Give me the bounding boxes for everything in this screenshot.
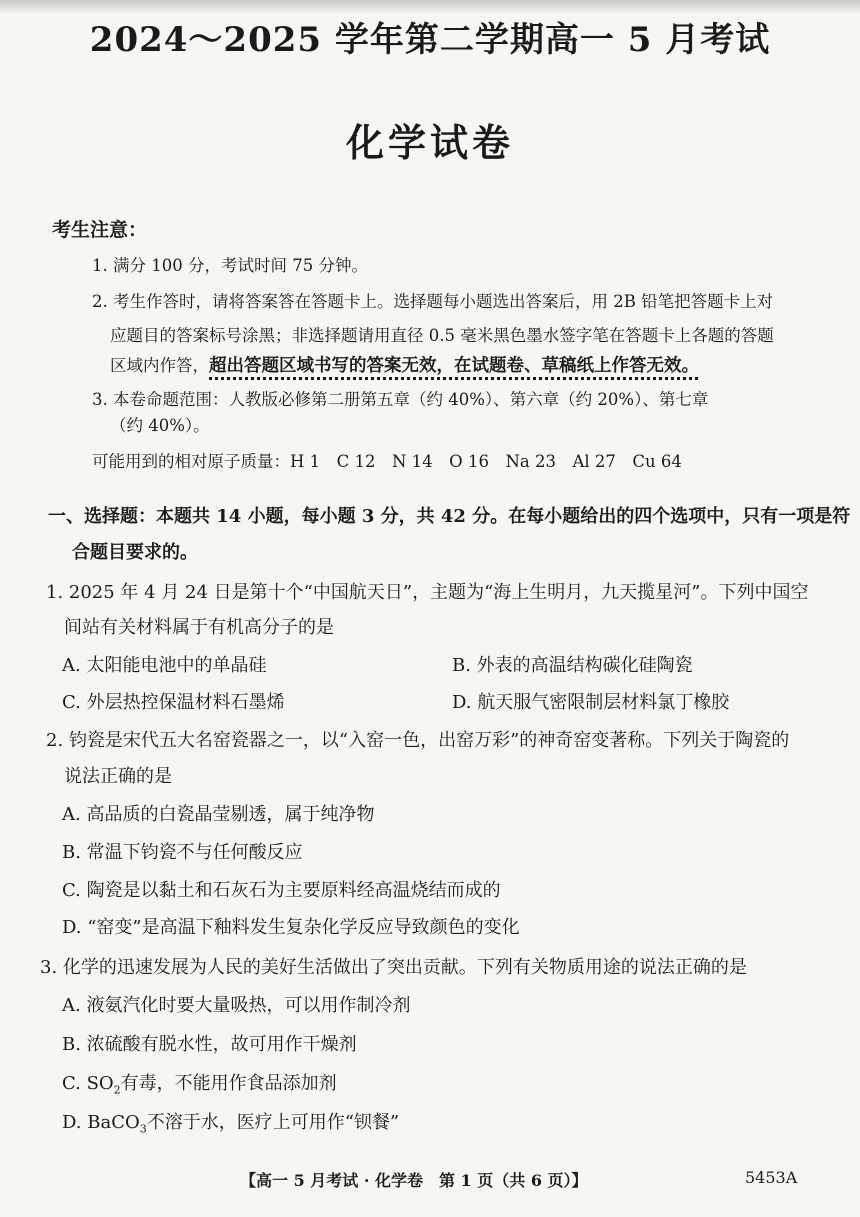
question-1-option-b: B. 外表的高温结构碳化硅陶瓷 (452, 655, 693, 676)
question-3-option-d-pre: D. BaCO (62, 1112, 140, 1133)
notice-item-3-line2: （约 40%）。 (110, 416, 210, 435)
question-3-option-d-sub: 3 (139, 1122, 147, 1136)
page-footer: 【高一 5 月考试 · 化学卷 第 1 页（共 6 页）】 (240, 1171, 588, 1190)
question-3-option-d (62, 1108, 399, 1136)
question-3-option-c-post: 有毒，不能用作食品添加剂 (120, 1073, 337, 1094)
notice-item-1: 1. 满分 100 分，考试时间 75 分钟。 (92, 256, 368, 275)
paper-code: 5453A (745, 1168, 798, 1187)
question-3-option-d-post: 不溶于水，医疗上可用作“钡餐” (146, 1112, 400, 1133)
subject-title: 化学试卷 (345, 120, 514, 165)
question-2-option-c: C. 陶瓷是以黏土和石灰石为主要原料经高温烧结而成的 (62, 880, 501, 901)
notice-heading: 考生注意： (52, 219, 148, 241)
section-1-header: 一、选择题：本题共 14 小题，每小题 3 分，共 42 分。在每小题给出的四个选项中，只有一项是符 (48, 506, 851, 527)
question-3-option-a: A. 液氨汽化时要大量吸热，可以用作制冷剂 (62, 995, 411, 1016)
notice-item-2-line3 (110, 352, 699, 377)
question-2-stem-cont: 说法正确的是 (64, 766, 172, 787)
question-1-option-a: A. 太阳能电池中的单晶硅 (62, 655, 267, 676)
atomic-mass-line: 可能用到的相对原子质量：H 1 C 12 N 14 O 16 Na 23 Al 27 Cu 64 (92, 452, 682, 471)
section-1-header-cont: 合题目要求的。 (72, 542, 198, 563)
question-3-stem: 3. 化学的迅速发展为人民的美好生活做出了突出贡献。下列有关物质用途的说法正确的是 (40, 957, 747, 978)
question-2-option-d: D. “窑变”是高温下釉料发生复杂化学反应导致颜色的变化 (62, 917, 520, 938)
question-1-stem-cont: 间站有关材料属于有机高分子的是 (64, 617, 334, 638)
question-1-option-c: C. 外层热控保温材料石墨烯 (62, 692, 285, 713)
question-2-option-b: B. 常温下钧瓷不与任何酸反应 (62, 842, 303, 863)
notice-emphasis: 超出答题区域书写的答案无效，在试题卷、草稿纸上作答无效。 (209, 356, 699, 376)
question-3-option-b: B. 浓硫酸有脱水性，故可用作干燥剂 (62, 1034, 357, 1055)
question-3-option-c (62, 1069, 337, 1097)
notice-item-2-line1: 2. 考生作答时，请将答案答在答题卡上。选择题每小题选出答案后，用 2B 铅笔把答题卡上对 (92, 292, 774, 311)
exam-title: 2024～2025 学年第二学期高一 5 月考试 (89, 20, 771, 60)
question-2-stem: 2. 钧瓷是宋代五大名窑瓷器之一，以“入窑一色，出窑万彩”的神奇窑变著称。下列关于陶瓷的 (46, 730, 790, 751)
notice-item-2-line2: 应题目的答案标号涂黑；非选择题请用直径 0.5 毫米黑色墨水签字笔在答题卡上各题的答题 (110, 326, 774, 345)
question-1-stem: 1. 2025 年 4 月 24 日是第十个“中国航天日”，主题为“海上生明月，九天揽星河”。下列中国空 (46, 582, 809, 603)
question-3-option-c-sub: 2 (113, 1083, 121, 1097)
notice-item-3-line1: 3. 本卷命题范围：人教版必修第二册第五章（约 40%）、第六章（约 20%）、第七章 (92, 390, 709, 409)
notice-item-2-line3-text: 区域内作答， (110, 356, 209, 375)
question-2-option-a: A. 高品质的白瓷晶莹剔透，属于纯净物 (62, 804, 375, 825)
question-3-option-c-pre: C. SO (62, 1073, 114, 1094)
question-1-option-d: D. 航天服气密限制层材料氯丁橡胶 (452, 692, 730, 713)
